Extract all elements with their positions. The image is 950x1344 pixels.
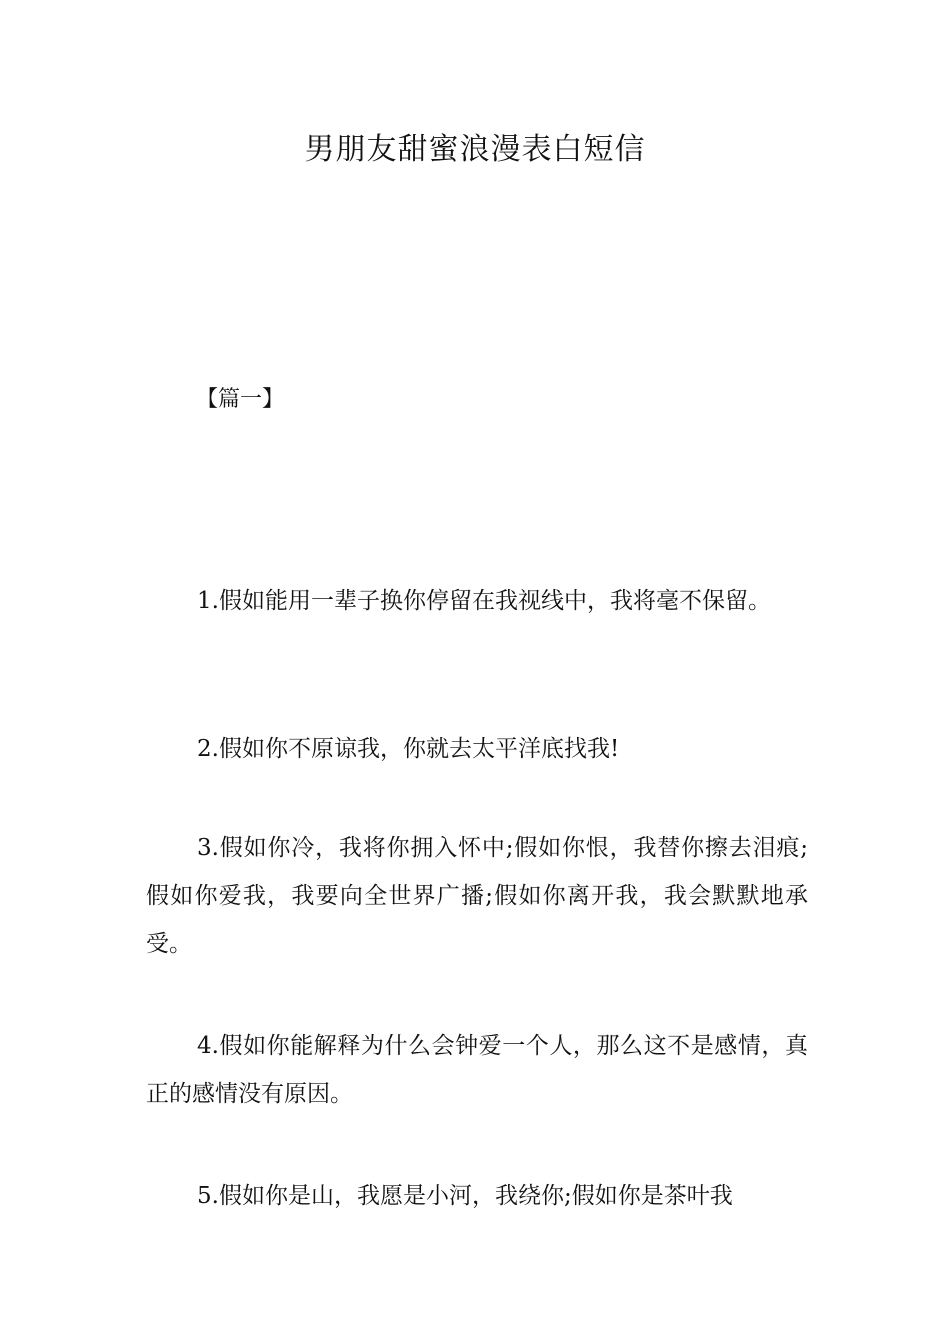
section-label: 【篇一】	[196, 387, 285, 412]
paragraph-4: 4.假如你能解释为什么会钟爱一个人，那么这不是感情，真正的感情没有原因。	[146, 1033, 808, 1107]
paragraph-3: 3.假如你冷，我将你拥入怀中;假如你恨，我替你擦去泪痕;假如你爱我，我要向全世界广播;假如你离开我，我会默默地承受。	[146, 835, 808, 957]
paragraph-5: 5.假如你是山，我愿是小河，我绕你;假如你是茶叶我	[197, 1183, 733, 1209]
paragraph-2: 2.假如你不原谅我，你就去太平洋底找我!	[197, 736, 620, 762]
document-title: 男朋友甜蜜浪漫表白短信	[304, 132, 646, 167]
paragraph-1: 1.假如能用一辈子换你停留在我视线中，我将毫不保留。	[197, 588, 771, 614]
